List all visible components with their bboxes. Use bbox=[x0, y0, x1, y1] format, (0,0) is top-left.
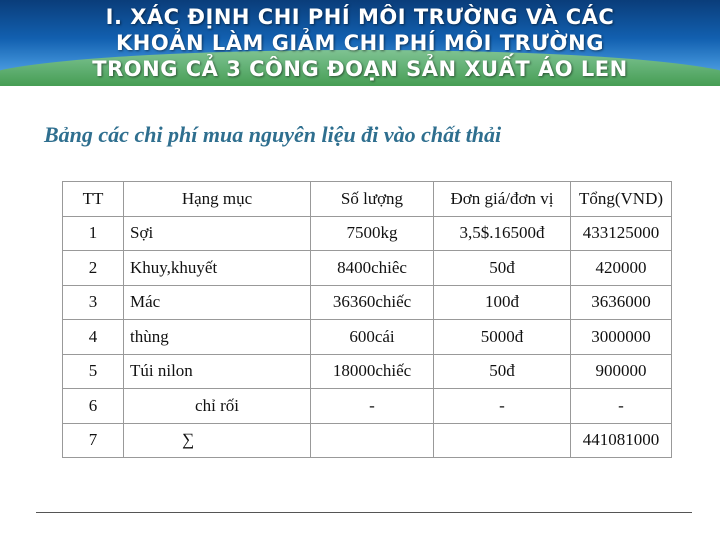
cell-unit-price: 50đ bbox=[434, 354, 571, 389]
footer-divider bbox=[36, 512, 692, 513]
cell-quantity: 7500kg bbox=[311, 216, 434, 251]
cost-table bbox=[62, 181, 672, 458]
header-quantity: Số lượng bbox=[311, 182, 434, 217]
cell-item: Sợi bbox=[124, 216, 311, 251]
cell-item: thùng bbox=[124, 320, 311, 355]
slide-title bbox=[0, 4, 720, 82]
cell-item: Túi nilon bbox=[124, 354, 311, 389]
cell-quantity: 18000chiếc bbox=[311, 354, 434, 389]
table-row bbox=[63, 320, 672, 355]
cell-tt: 3 bbox=[63, 285, 124, 320]
cell-unit-price bbox=[434, 423, 571, 458]
cell-tt: 5 bbox=[63, 354, 124, 389]
cell-total: - bbox=[571, 389, 672, 424]
cell-quantity bbox=[311, 423, 434, 458]
header-unit-price: Đơn giá/đơn vị bbox=[434, 182, 571, 217]
header-total: Tổng(VND) bbox=[571, 182, 672, 217]
slide-title-line-1: I. XÁC ĐỊNH CHI PHÍ MÔI TRƯỜNG VÀ CÁC bbox=[105, 5, 615, 29]
table-header-row bbox=[63, 182, 672, 217]
cell-unit-price: 3,5$.16500đ bbox=[434, 216, 571, 251]
cell-unit-price: - bbox=[434, 389, 571, 424]
header-item: Hạng mục bbox=[124, 182, 311, 217]
header-banner bbox=[0, 0, 720, 86]
cell-item: chỉ rối bbox=[124, 389, 311, 424]
cell-quantity: 600cái bbox=[311, 320, 434, 355]
cell-tt: 6 bbox=[63, 389, 124, 424]
cell-total: 3000000 bbox=[571, 320, 672, 355]
slide-title-line-2: KHOẢN LÀM GIẢM CHI PHÍ MÔI TRƯỜNG bbox=[116, 31, 604, 55]
cell-total: 900000 bbox=[571, 354, 672, 389]
cell-quantity: 36360chiếc bbox=[311, 285, 434, 320]
table-caption: Bảng các chi phí mua nguyên liệu đi vào chất thải bbox=[44, 122, 502, 147]
cell-grand-total: 441081000 bbox=[571, 423, 672, 458]
slide-title-line-3: TRONG CẢ 3 CÔNG ĐOẠN SẢN XUẤT ÁO LEN bbox=[92, 57, 628, 81]
cell-unit-price: 50đ bbox=[434, 251, 571, 286]
sum-symbol-cell: ∑ bbox=[124, 423, 311, 458]
cell-total: 3636000 bbox=[571, 285, 672, 320]
table-row bbox=[63, 354, 672, 389]
cell-tt: 4 bbox=[63, 320, 124, 355]
cell-tt: 2 bbox=[63, 251, 124, 286]
cell-item: Khuy,khuyết bbox=[124, 251, 311, 286]
cell-quantity: 8400chiêc bbox=[311, 251, 434, 286]
cell-total: 433125000 bbox=[571, 216, 672, 251]
cell-unit-price: 100đ bbox=[434, 285, 571, 320]
table-row bbox=[63, 285, 672, 320]
table-row bbox=[63, 389, 672, 424]
cell-total: 420000 bbox=[571, 251, 672, 286]
cell-unit-price: 5000đ bbox=[434, 320, 571, 355]
table-row bbox=[63, 423, 672, 458]
cell-quantity: - bbox=[311, 389, 434, 424]
header-tt: TT bbox=[63, 182, 124, 217]
cell-tt: 1 bbox=[63, 216, 124, 251]
cell-item: Mác bbox=[124, 285, 311, 320]
table-row bbox=[63, 216, 672, 251]
cell-tt: 7 bbox=[63, 423, 124, 458]
table-row bbox=[63, 251, 672, 286]
